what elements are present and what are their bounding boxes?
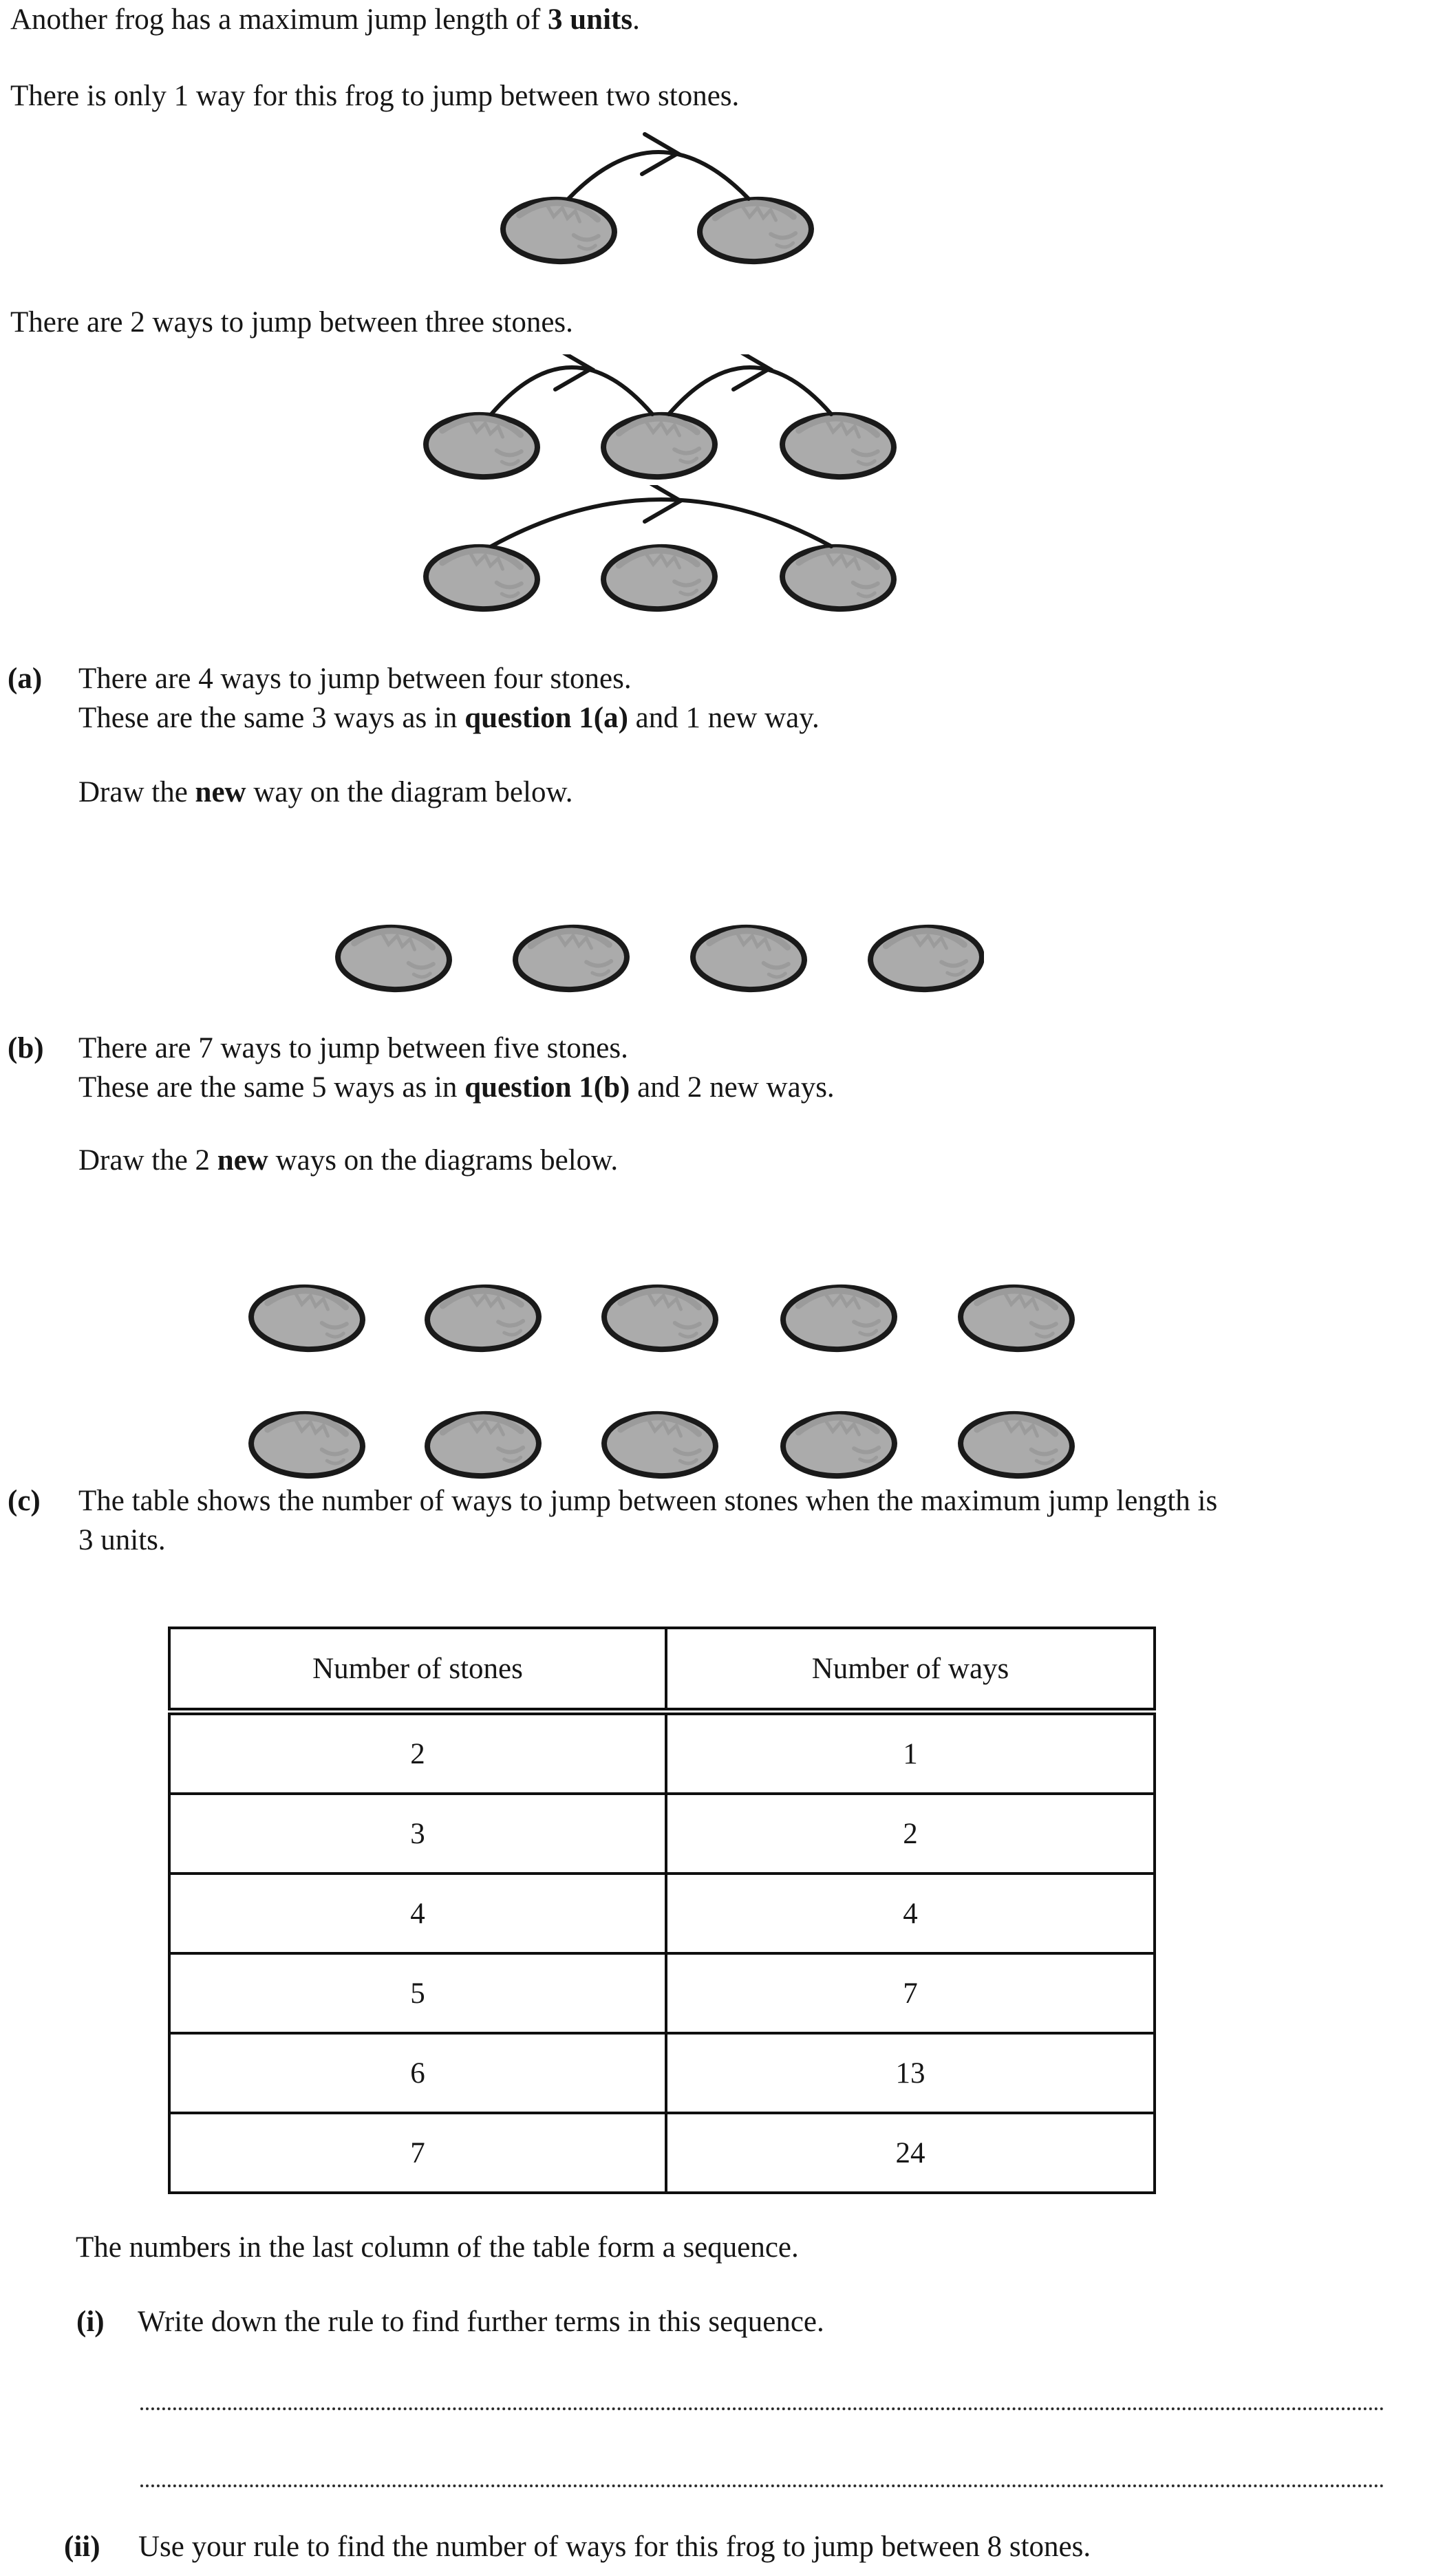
- answer-line-1: [140, 2407, 1384, 2410]
- part-a-body: [78, 659, 820, 738]
- diagram-three-stones-two-jumps: [413, 354, 908, 486]
- table-row: [169, 2113, 1155, 2193]
- stone-body: [250, 1412, 363, 1478]
- table-row: [169, 1794, 1155, 1874]
- text-segment: These are the same 3 ways as in: [78, 702, 465, 734]
- table-header-cell: Number of ways: [666, 1628, 1155, 1712]
- jump-arrowhead: [555, 354, 591, 389]
- table-cell: 1: [903, 1737, 918, 1770]
- stone: [869, 925, 983, 991]
- stone: [336, 925, 450, 991]
- table-cell: 2: [169, 1712, 666, 1794]
- bold-text-segment: question 1(b): [464, 1071, 630, 1104]
- part-a-label: (a): [8, 663, 43, 695]
- jump-arc: [491, 367, 652, 414]
- diagram-three-stones-long-jump: [413, 485, 908, 617]
- ways-table-head: [169, 1628, 1155, 1712]
- table-cell: 13: [666, 2033, 1155, 2113]
- intro-line-3: [10, 303, 573, 342]
- diagram-four-stones: [323, 919, 984, 1000]
- text-segment: .: [632, 3, 640, 36]
- diagram-five-stones-1: [234, 1281, 1094, 1358]
- bold-text-segment: new: [217, 1144, 268, 1177]
- text-segment: Use your rule to find the number of ways for this frog to jump between 8 stones.: [138, 2531, 1091, 2563]
- table-row: [169, 1712, 1155, 1794]
- text-segment: Draw the: [78, 776, 195, 808]
- sequence-note: [76, 2228, 799, 2267]
- diagram-five-stones-2: [234, 1408, 1094, 1485]
- jump-arc: [568, 152, 749, 199]
- stone: [426, 1412, 539, 1478]
- text-segment: and 1 new way.: [628, 702, 820, 734]
- part-ii-text: [138, 2527, 1091, 2566]
- text-segment: These are the same 5 ways as in: [78, 1071, 465, 1104]
- table-cell: 5: [169, 1953, 666, 2033]
- jump-arrowhead: [734, 354, 769, 389]
- stone: [698, 197, 812, 264]
- part-i-text: [138, 2302, 824, 2341]
- stone: [502, 197, 615, 264]
- stone: [250, 1285, 363, 1351]
- answer-line-2: [140, 2484, 1384, 2487]
- text-segment: There are 7 ways to jump between five stones.: [78, 1032, 628, 1064]
- diagram-two-stones: [475, 127, 833, 273]
- text-segment: Draw the 2: [78, 1144, 217, 1177]
- stone: [959, 1412, 1073, 1478]
- table-cell: 7: [666, 1953, 1155, 2033]
- stone: [959, 1285, 1073, 1351]
- bold-text-segment: new: [195, 776, 246, 808]
- table-row: [169, 2033, 1155, 2113]
- stone: [250, 1412, 363, 1478]
- jump-arc: [669, 367, 831, 414]
- stone-body: [959, 1285, 1073, 1351]
- text-segment: way on the diagram below.: [246, 776, 573, 808]
- table-header-row: [169, 1628, 1155, 1712]
- part-b-draw-instruction: [78, 1141, 618, 1180]
- text-segment: The numbers in the last column of the table form a sequence.: [76, 2231, 799, 2264]
- text-segment: There are 2 ways to jump between three stones.: [10, 306, 573, 339]
- table-cell: 6: [169, 2033, 666, 2113]
- table-header-cell: Number of stones: [169, 1628, 666, 1712]
- text-segment: ways on the diagrams below.: [268, 1144, 619, 1177]
- stone-body: [603, 1285, 716, 1351]
- jump-arc: [491, 500, 831, 546]
- part-b-body: [78, 1029, 835, 1107]
- intro-line-2: [10, 76, 739, 116]
- stone-body: [959, 1412, 1073, 1478]
- text-segment: There is only 1 way for this frog to jump between two stones.: [10, 80, 740, 112]
- table-cell: 3: [169, 1794, 666, 1874]
- stone: [602, 545, 716, 611]
- part-ii-label: (ii): [64, 2531, 100, 2563]
- ways-table-body: [169, 1712, 1155, 2193]
- text-segment: 3 units.: [78, 1524, 166, 1556]
- text-segment: The table shows the number of ways to jump between stones when the maximum jump length is: [78, 1485, 1218, 1517]
- stone: [781, 413, 895, 479]
- text-segment: and 2 new ways.: [630, 1071, 835, 1104]
- stone-body: [425, 413, 538, 479]
- table-cell: 24: [666, 2113, 1155, 2193]
- stone: [782, 1412, 895, 1478]
- text-segment: Another frog has a maximum jump length of: [10, 3, 548, 36]
- stone: [426, 1285, 539, 1351]
- text-segment: Write down the rule to find further terms in this sequence.: [138, 2306, 824, 2338]
- table-cell: 4: [169, 1874, 666, 1953]
- stone-body: [502, 197, 615, 264]
- text-segment: There are 4 ways to jump between four stones.: [78, 663, 632, 695]
- stone-body: [781, 413, 895, 479]
- part-a-draw-instruction: [78, 773, 572, 812]
- stone-body: [603, 1412, 716, 1478]
- stone: [514, 925, 628, 991]
- stone-body: [692, 925, 805, 991]
- bold-text-segment: question 1(a): [464, 702, 628, 734]
- ways-table: [168, 1627, 1156, 2194]
- stone: [425, 413, 538, 479]
- part-c-body: [78, 1481, 1317, 1560]
- stone: [603, 1412, 716, 1478]
- stone: [602, 413, 716, 479]
- part-c-label: (c): [8, 1485, 41, 1517]
- stone: [603, 1285, 716, 1351]
- stone: [782, 1285, 895, 1351]
- stone-body: [781, 545, 895, 611]
- part-b-label: (b): [8, 1032, 44, 1064]
- table-row: [169, 1953, 1155, 2033]
- bold-text-segment: 3 units: [548, 3, 633, 36]
- stone-body: [250, 1285, 363, 1351]
- stone-body: [425, 545, 538, 611]
- table-row: [169, 1874, 1155, 1953]
- stone: [692, 925, 805, 991]
- stone: [425, 545, 538, 611]
- part-i-label: (i): [76, 2306, 105, 2338]
- stone: [781, 545, 895, 611]
- table-cell: 7: [169, 2113, 666, 2193]
- jump-arrowhead: [645, 485, 681, 522]
- stone-body: [336, 925, 450, 991]
- intro-line-1: [10, 0, 640, 39]
- table-cell: 2: [666, 1794, 1155, 1874]
- table-cell: 4: [666, 1874, 1155, 1953]
